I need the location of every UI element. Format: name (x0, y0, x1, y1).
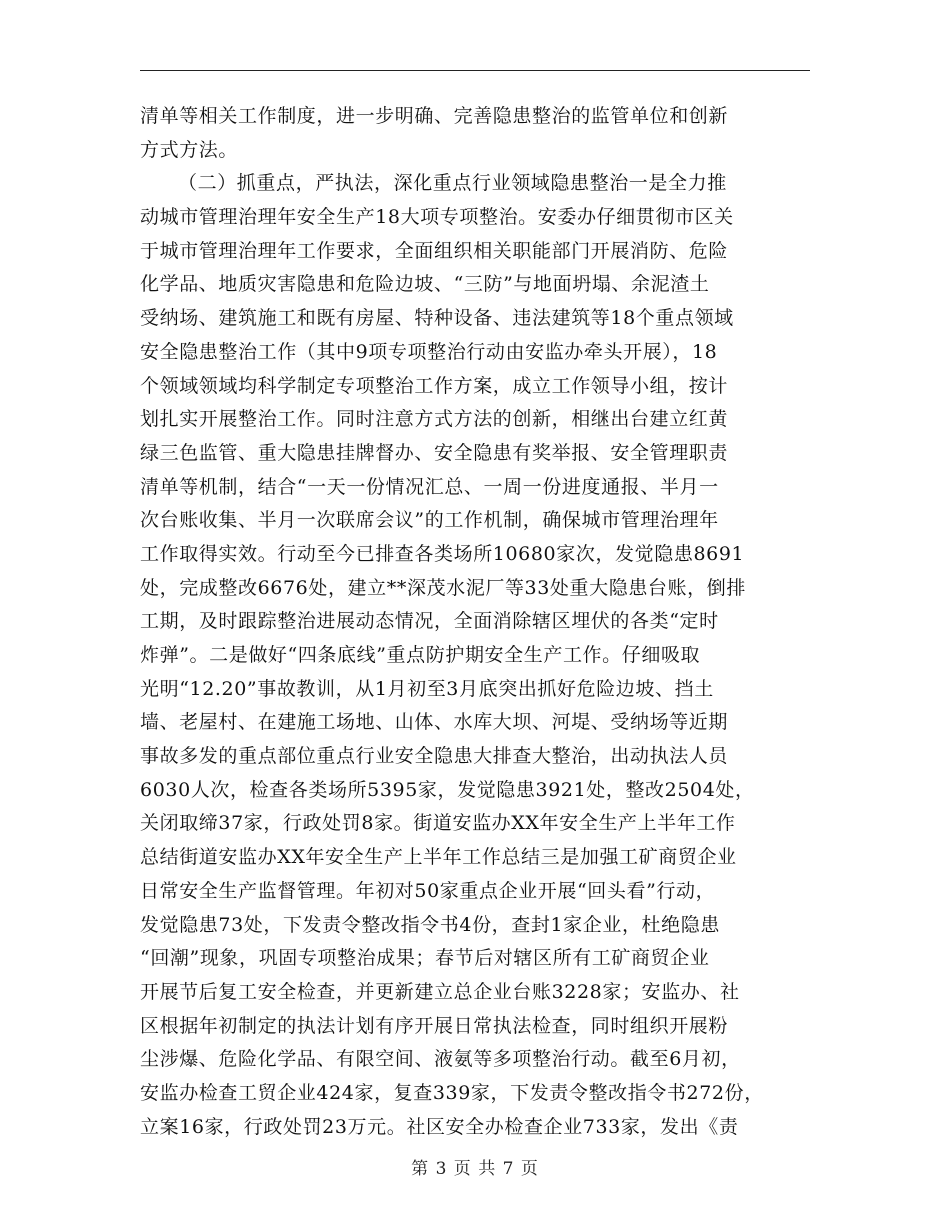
text-line: 安监办检查工贸企业424家，复查339家，下发责令整改指令书272份， (140, 1081, 764, 1104)
text-line: 炸弹”。二是做好“四条底线”重点防护期安全生产工作。仔细吸取 (140, 644, 701, 666)
text-line: 绿三色监管、重大隐患挂牌督办、安全隐患有奖举报、安全管理职责 (140, 441, 729, 464)
text-line: 方式方法。 (140, 138, 239, 161)
page-number: 第 3 页 共 7 页 (411, 1159, 539, 1179)
text-line: 处，完成整改6676处，建立**深茂水泥厂等33处重大隐患台账，倒排 (140, 576, 746, 599)
document-body (140, 100, 820, 1144)
header-rule (140, 70, 810, 71)
text-line: 清单等相关工作制度，进一步明确、完善隐患整治的监管单位和创新 (140, 105, 729, 127)
text-line: 立案16家，行政处罚23万元。社区安全办检查企业733家，发出《责 (140, 1115, 739, 1138)
text-line: 发觉隐患73处，下发责令整改指令书4份，查封1家企业，杜绝隐患 (140, 913, 720, 936)
text-line: 光明“12.20”事故教训，从1月初至3月底突出抓好危险边坡、挡土 (140, 677, 714, 700)
text-line: 清单等机制，结合“一天一份情况汇总、一周一份进度通报、半月一 (140, 475, 719, 498)
text-line: 划扎实开展整治工作。同时注意方式方法的创新，相继出台建立红黄 (140, 408, 729, 431)
text-line: 个领域领域均科学制定专项整治工作方案，成立工作领导小组，按计 (140, 374, 729, 397)
text-line: 安全隐患整治工作（其中9项专项整治行动由安监办牵头开展），18 (140, 340, 718, 363)
text-line: 关闭取缔37家，行政处罚8家。街道安监办XX年安全生产上半年工作 (140, 812, 736, 835)
text-line: 尘涉爆、危险化学品、有限空间、液氨等多项整治行动。截至6月初， (140, 1048, 741, 1071)
text-line: 受纳场、建筑施工和既有房屋、特种设备、违法建筑等18个重点领域 (140, 307, 734, 330)
text-line: 于城市管理治理年工作要求，全面组织相关职能部门开展消防、危险 (140, 239, 729, 262)
text-line: 工作取得实效。行动至今已排查各类场所10680家次，发觉隐患8691 (140, 542, 745, 565)
text-line: 总结街道安监办XX年安全生产上半年工作总结三是加强工矿商贸企业 (140, 846, 737, 869)
text-line: “回潮”现象，巩固专项整治成果；春节后对辖区所有工矿商贸企业 (140, 947, 710, 970)
text-line: 墙、老屋村、在建施工场地、山体、水库大坝、河堤、受纳场等近期 (140, 711, 729, 734)
text-line: 日常安全生产监督管理。年初对50家重点企业开展“回头看”行动， (140, 879, 716, 902)
text-line: 化学品、地质灾害隐患和危险边坡、“三防”与地面坍塌、余泥渣土 (140, 273, 710, 296)
text-line: 工期，及时跟踪整治进展动态情况，全面消除辖区埋伏的各类“定时 (140, 610, 719, 633)
text-line: 区根据年初制定的执法计划有序开展日常执法检查，同时组织开展粉 (140, 1014, 729, 1037)
paragraph-start-line: （二）抓重点，严执法，深化重点行业领域隐患整治一是全力推 (178, 172, 727, 195)
text-line: 事故多发的重点部位重点行业安全隐患大排查大整治，出动执法人员 (140, 745, 729, 768)
text-line: 次台账收集、半月一次联席会议”的工作机制，确保城市管理治理年 (140, 509, 719, 532)
text-line: 6030人次，检查各类场所5395家，发觉隐患3921处，整改2504处， (140, 778, 755, 801)
text-line: 动城市管理治理年安全生产18大项专项整治。安委办仔细贯彻市区关 (140, 206, 734, 229)
text-line: 开展节后复工安全检查，并更新建立总企业台账3228家；安监办、社 (140, 980, 740, 1003)
